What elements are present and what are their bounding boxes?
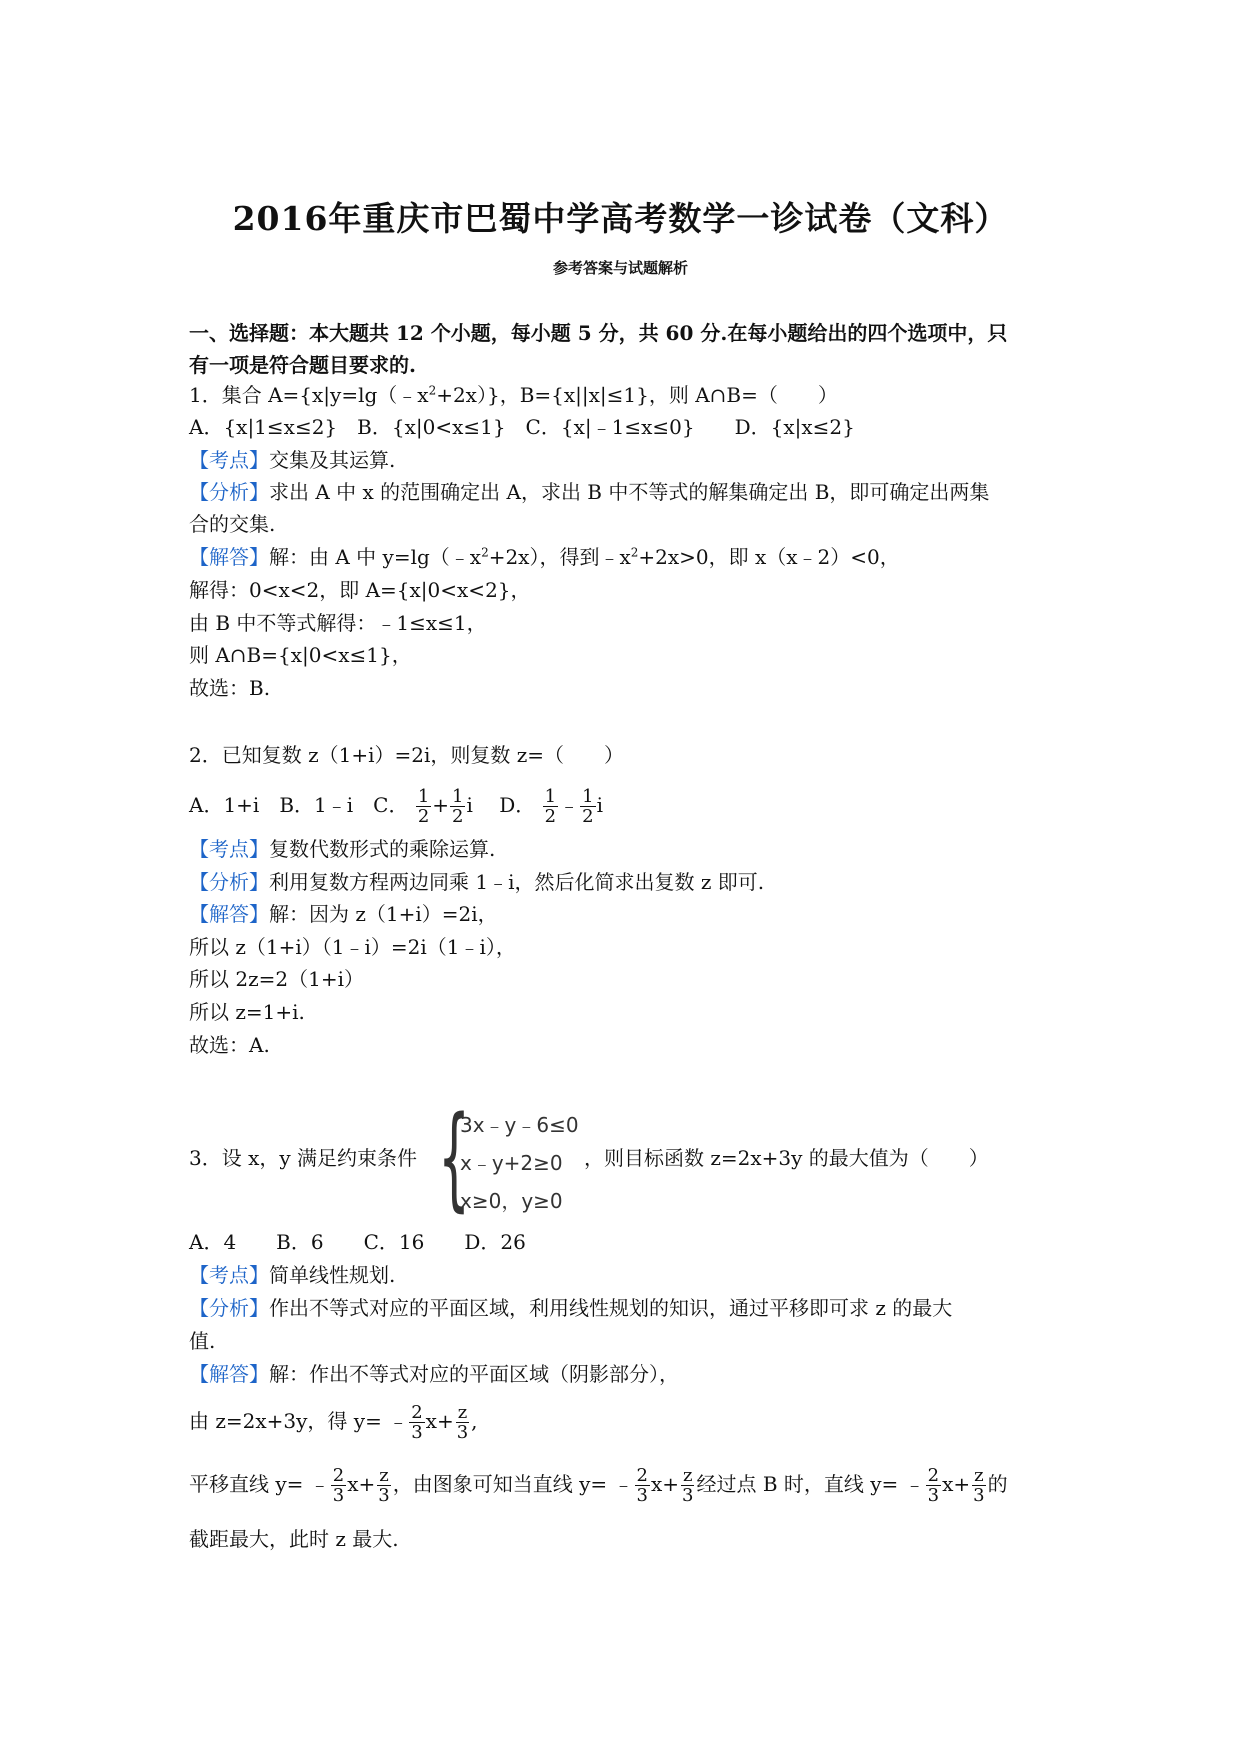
x-plus: x+ xyxy=(347,1472,376,1496)
q2-jieda xyxy=(189,902,498,926)
constraint-2: x﹣y+2≥0 xyxy=(460,1151,563,1175)
fraction-two-thirds xyxy=(926,1466,941,1505)
fraction-numerator: z xyxy=(457,1402,468,1423)
q2-options xyxy=(189,787,603,826)
q1-kaodian xyxy=(189,448,395,472)
q3-step-2-text: 由 z=2x+3y，得 y= xyxy=(189,1409,382,1433)
fraction-z-thirds xyxy=(376,1466,391,1505)
x-plus: x+ xyxy=(425,1409,454,1433)
q2-step-4: 所以 z=1+i. xyxy=(189,1000,305,1024)
fraction-denominator: 2 xyxy=(582,806,594,827)
minus-sign: ﹣ xyxy=(613,1472,634,1496)
constraint-1: 3x﹣y﹣6≤0 xyxy=(460,1113,579,1137)
fraction-z-thirds xyxy=(971,1466,986,1505)
q3-fenxi-text: 作出不等式对应的平面区域，利用线性规划的知识，通过平移即可求 z 的最大 xyxy=(269,1296,953,1320)
q1-step-5: 故选：B. xyxy=(189,676,271,700)
q3-kaodian xyxy=(189,1263,395,1287)
q3-step-2 xyxy=(189,1403,478,1442)
page-title: 2016年重庆市巴蜀中学高考数学一诊试卷（文科） xyxy=(232,199,1009,238)
jieda-tag: 【解答】 xyxy=(189,902,269,926)
kaodian-tag: 【考点】 xyxy=(189,837,269,861)
q2-stem: 2．已知复数 z（1+i）=2i，则复数 z=（ ） xyxy=(189,743,625,767)
fraction-numerator: 2 xyxy=(636,1465,648,1486)
q1-fenxi-text: 求出 A 中 x 的范围确定出 A，求出 B 中不等式的解集确定出 B，即可确定出两集 xyxy=(269,480,990,504)
fraction-half xyxy=(543,787,558,826)
jieda-tag: 【解答】 xyxy=(189,1362,269,1386)
section-heading xyxy=(189,317,1069,381)
fraction-z-thirds xyxy=(680,1466,695,1505)
fraction-numerator: 2 xyxy=(332,1465,345,1486)
fraction-denominator: 3 xyxy=(682,1485,694,1506)
fraction-numerator: 1 xyxy=(544,786,557,807)
q2-fenxi-text: 利用复数方程两边同乘 1﹣i，然后化简求出复数 z 即可. xyxy=(269,870,765,894)
q2-jieda-text: 解：因为 z（1+i）=2i， xyxy=(269,902,498,926)
fraction-half xyxy=(580,787,595,826)
q3-options: A．4 B．6 C．16 D．26 xyxy=(189,1230,526,1254)
kaodian-tag: 【考点】 xyxy=(189,448,269,472)
kaodian-tag: 【考点】 xyxy=(189,1263,269,1287)
q1-stem-part: +2x）}，B={x||x|≤1}，则 A∩B=（ ） xyxy=(436,383,838,407)
q2-option-d-label: D． xyxy=(479,793,536,817)
minus-sign: ﹣ xyxy=(309,1472,330,1496)
constraint-3: x≥0，y≥0 xyxy=(460,1189,563,1213)
fraction-denominator: 3 xyxy=(378,1485,390,1506)
q3-jieda-text: 解：作出不等式对应的平面区域（阴影部分）， xyxy=(269,1362,679,1386)
jieda-tag: 【解答】 xyxy=(189,545,269,569)
q3-stem-pre: 3．设 x，y 满足约束条件 xyxy=(189,1146,418,1170)
q1-fenxi-cont: 合的交集. xyxy=(189,512,276,536)
fenxi-tag: 【分析】 xyxy=(189,480,269,504)
x-plus: x+ xyxy=(942,1472,971,1496)
fraction-denominator: 3 xyxy=(636,1485,648,1506)
fraction-half xyxy=(416,787,431,826)
fraction-numerator: 1 xyxy=(417,786,430,807)
q2-step-3: 所以 2z=2（1+i） xyxy=(189,967,364,991)
q1-options: A．{x|1≤x≤2} B．{x|0<x≤1} C．{x|﹣1≤x≤0} D．{x|x≤2} xyxy=(189,415,855,439)
q3-step-3-text: 经过点 B 时，直线 y= xyxy=(696,1472,899,1496)
fraction-denominator: 3 xyxy=(927,1485,940,1506)
fraction-denominator: 2 xyxy=(452,806,464,827)
q3-step-3-text: 平移直线 y= xyxy=(189,1472,304,1496)
imaginary-unit: i xyxy=(466,793,473,817)
minus-sign: ﹣ xyxy=(388,1409,409,1433)
fraction-z-thirds xyxy=(455,1403,470,1442)
fraction-denominator: 3 xyxy=(456,1422,469,1443)
q3-step-3 xyxy=(189,1466,1008,1505)
q2-kaodian xyxy=(189,837,495,861)
q1-stem-part: 1．集合 A={x|y=lg（﹣x xyxy=(189,383,429,407)
superscript: 2 xyxy=(630,545,639,560)
q2-options-a-c: A．1+i B．1﹣i C． xyxy=(189,793,409,817)
q1-jieda-part: +2x），得到﹣x xyxy=(488,545,631,569)
comma: , xyxy=(471,1409,478,1433)
fraction-numerator: z xyxy=(379,1465,389,1486)
minus-sign: ﹣ xyxy=(904,1472,925,1496)
fenxi-tag: 【分析】 xyxy=(189,870,269,894)
fraction-numerator: 1 xyxy=(452,786,464,807)
fraction-numerator: z xyxy=(974,1465,984,1486)
fraction-numerator: 1 xyxy=(582,786,594,807)
fraction-two-thirds xyxy=(409,1403,424,1442)
fraction-denominator: 3 xyxy=(973,1485,985,1506)
superscript: 2 xyxy=(481,545,489,560)
q2-step-5: 故选：A. xyxy=(189,1033,270,1057)
fraction-half xyxy=(450,787,465,826)
fraction-denominator: 2 xyxy=(544,806,557,827)
fraction-numerator: z xyxy=(683,1465,693,1486)
fraction-two-thirds xyxy=(331,1466,346,1505)
q2-step-2: 所以 z（1+i）（1﹣i）=2i（1﹣i）， xyxy=(189,935,516,959)
q3-fenxi xyxy=(189,1296,952,1320)
q1-fenxi xyxy=(189,480,989,504)
q3-fenxi-cont: 值. xyxy=(189,1329,216,1353)
fraction-denominator: 3 xyxy=(411,1422,423,1443)
q1-kaodian-text: 交集及其运算. xyxy=(269,448,396,472)
q3-jieda xyxy=(189,1362,679,1386)
q3-step-3-text: ，由图象可知当直线 y= xyxy=(392,1472,608,1496)
fraction-numerator: 2 xyxy=(411,1402,423,1423)
q1-step-3: 由 B 中不等式解得：﹣1≤x≤1， xyxy=(189,611,487,635)
q3-step-4: 截距最大，此时 z 最大. xyxy=(189,1527,399,1551)
q1-jieda-part: +2x>0，即 x（x﹣2）<0， xyxy=(638,545,900,569)
page-subtitle: 参考答案与试题解析 xyxy=(552,259,688,277)
left-brace-icon: { xyxy=(438,1093,471,1223)
fenxi-tag: 【分析】 xyxy=(189,1296,269,1320)
section-heading-line-2: 有一项是符合题目要求的. xyxy=(189,353,416,377)
q2-fenxi xyxy=(189,870,764,894)
q3-stem-post: ，则目标函数 z=2x+3y 的最大值为（ ） xyxy=(584,1146,989,1170)
fraction-numerator: 2 xyxy=(927,1465,940,1486)
q3-step-3-text: 的 xyxy=(987,1472,1008,1496)
q1-stem xyxy=(189,383,838,407)
q1-step-2: 解得：0<x<2，即 A={x|0<x<2}， xyxy=(189,578,531,602)
imaginary-unit: i xyxy=(596,793,603,817)
minus-sign: ﹣ xyxy=(559,793,580,817)
q1-step-4: 则 A∩B={x|0<x≤1}， xyxy=(189,643,412,667)
fraction-two-thirds xyxy=(635,1466,650,1505)
q2-kaodian-text: 复数代数形式的乘除运算. xyxy=(269,837,496,861)
x-plus: x+ xyxy=(650,1472,680,1496)
section-heading-line-1: 一、选择题：本大题共 12 个小题，每小题 5 分，共 60 分.在每小题给出的四个选项中，只 xyxy=(189,321,1008,345)
plus-sign: + xyxy=(432,793,450,817)
q1-jieda-part: 解：由 A 中 y=lg（﹣x xyxy=(269,545,482,569)
fraction-denominator: 3 xyxy=(332,1485,345,1506)
q3-kaodian-text: 简单线性规划. xyxy=(269,1263,396,1287)
fraction-denominator: 2 xyxy=(417,806,430,827)
superscript: 2 xyxy=(428,383,437,398)
q1-jieda xyxy=(189,545,900,569)
constraint-system xyxy=(438,1093,588,1223)
